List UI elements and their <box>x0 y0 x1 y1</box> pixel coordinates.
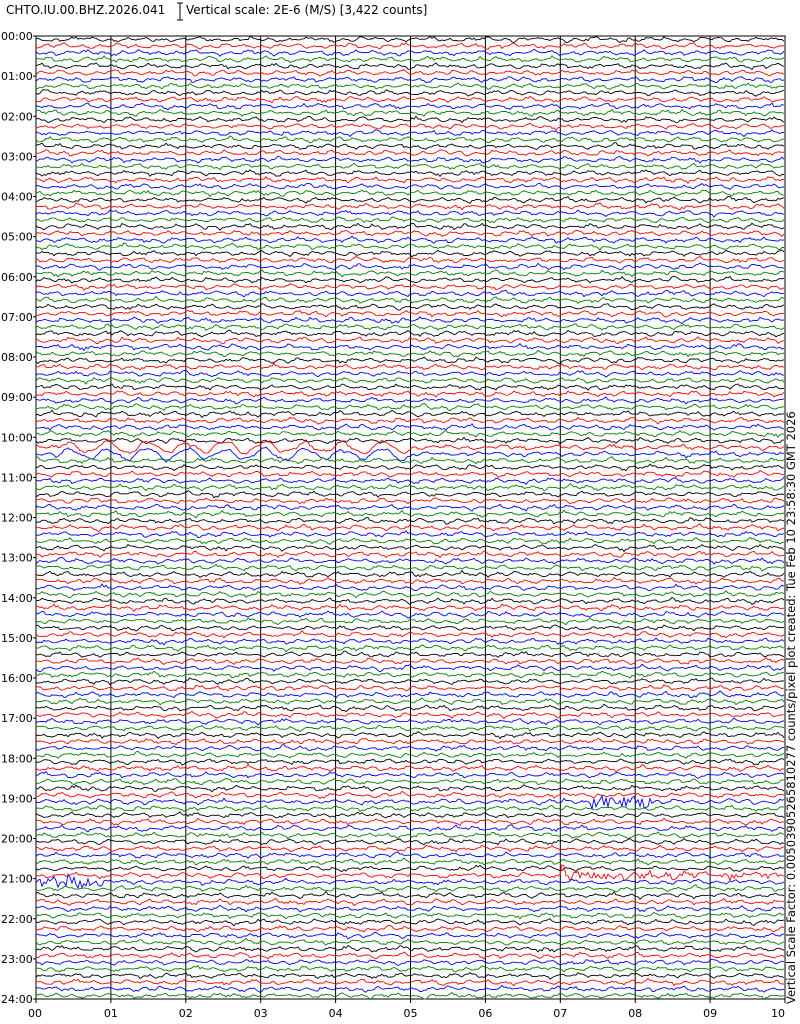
y-axis-ticks <box>1 30 36 1006</box>
x-tick-label: 08 <box>628 1007 643 1020</box>
y-tick-label: 05:00 <box>1 230 33 244</box>
y-tick-label: 06:00 <box>1 270 33 284</box>
y-tick-label: 13:00 <box>1 551 33 565</box>
station-label: CHTO.IU.00.BHZ.2026.041 <box>6 3 166 17</box>
x-tick-label: 10 <box>771 1007 785 1020</box>
y-tick-label: 24:00 <box>1 993 33 1006</box>
y-tick-label: 04:00 <box>1 190 33 204</box>
x-tick-label: 06 <box>478 1007 493 1020</box>
y-tick-label: 20:00 <box>1 832 33 846</box>
vertical-scale-factor-note: Vertical Scale Factor: 0.00503905265810277 counts/pixel plot created: Tue Feb 10 23:58:30 GMT 2026 <box>784 411 798 1004</box>
x-tick-label: 01 <box>103 1007 118 1020</box>
y-tick-label: 09:00 <box>1 391 33 405</box>
x-tick-label: 02 <box>178 1007 193 1020</box>
x-tick-label: 07 <box>553 1007 568 1020</box>
y-tick-label: 23:00 <box>1 952 33 966</box>
y-tick-label: 18:00 <box>1 752 33 766</box>
y-tick-label: 21:00 <box>1 872 33 886</box>
x-tick-label: 09 <box>703 1007 718 1020</box>
y-tick-label: 02:00 <box>1 110 33 124</box>
y-tick-label: 22:00 <box>1 912 33 926</box>
y-tick-label: 15:00 <box>1 631 33 645</box>
y-tick-label: 01:00 <box>1 70 33 84</box>
vertical-scale-label: Vertical scale: 2E-6 (M/S) [3,422 counts] <box>186 3 428 17</box>
x-tick-label: 04 <box>328 1007 343 1020</box>
y-tick-label: 07:00 <box>1 310 33 324</box>
y-tick-label: 11:00 <box>1 471 33 485</box>
y-tick-label: 03:00 <box>1 150 33 164</box>
y-tick-label: 10:00 <box>1 431 33 445</box>
x-tick-label: 03 <box>253 1007 268 1020</box>
y-tick-label: 16:00 <box>1 672 33 685</box>
x-axis-ticks <box>28 999 785 1020</box>
y-tick-label: 17:00 <box>1 712 33 726</box>
y-tick-label: 08:00 <box>1 351 33 364</box>
x-tick-label: 00 <box>28 1007 42 1020</box>
y-tick-label: 14:00 <box>1 591 33 605</box>
y-tick-label: 19:00 <box>1 792 33 806</box>
x-tick-label: 05 <box>403 1007 418 1020</box>
y-tick-label: 12:00 <box>1 511 33 525</box>
y-tick-label: 00:00 <box>1 30 33 43</box>
